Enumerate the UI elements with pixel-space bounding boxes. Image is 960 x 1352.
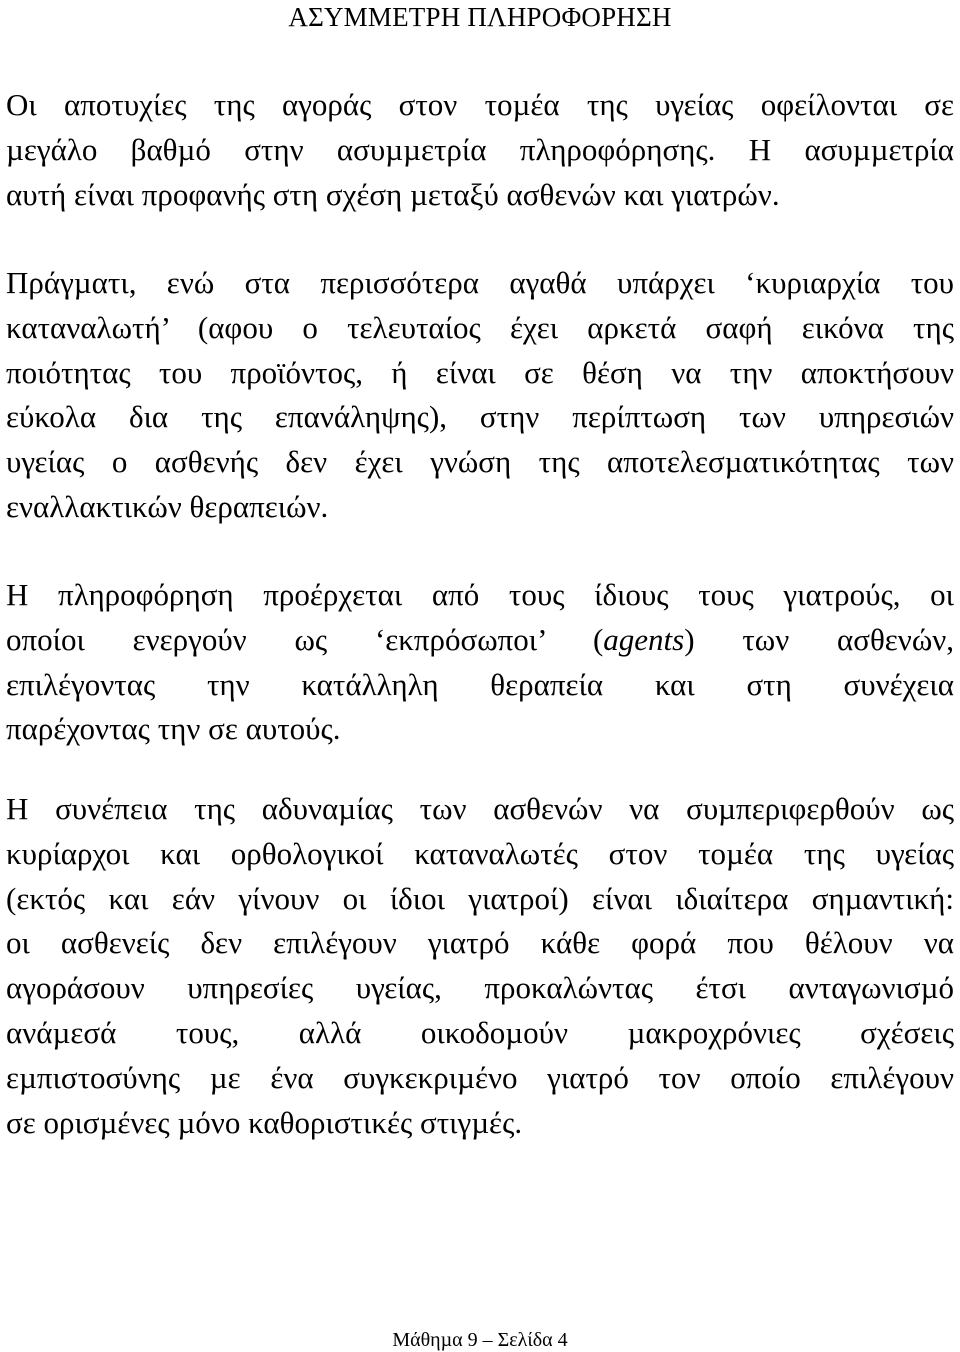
paragraph-line: Οι αποτυχίες της αγοράς στον τοµέα της υγείας οφείλονται σε: [6, 87, 954, 122]
paragraph-line: Η πληροφόρηση προέρχεται από τους ίδιους τους γιατρούς, οι: [6, 577, 954, 612]
paragraph-line: ανάµεσά τους, αλλά οικοδοµούν µακροχρόνιες σχέσεις: [6, 1014, 954, 1050]
paragraph-4: [6, 787, 954, 1145]
page-footer: Μάθηµα 9 – Σελίδα 4: [392, 1329, 568, 1351]
paragraph-line: επιλέγοντας την κατάλληλη θεραπεία και στη συνέχεια: [6, 666, 954, 702]
paragraph-line: εµπιστοσύνης µε ένα συγκεκριµένο γιατρό τον οποίο επιλέγουν: [6, 1059, 954, 1095]
paragraph-line: σε ορισµένες µόνο καθοριστικές στιγµές.: [6, 1104, 523, 1140]
paragraph-line: παρέχοντας την σε αυτούς.: [6, 711, 341, 747]
paragraph-line: ποιότητας του προϊόντος, ή είναι σε θέση να την αποκτήσουν: [6, 354, 954, 390]
paragraph-line: αυτή είναι προφανής στη σχέση µεταξύ ασθενών και γιατρών.: [6, 176, 780, 212]
paragraph-line: (εκτός και εάν γίνουν οι ίδιοι γιατροί) είναι ιδιαίτερα σηµαντική:: [6, 880, 954, 916]
paragraph-line: υγείας ο ασθενής δεν έχει γνώση της αποτελεσµατικότητας των: [6, 444, 954, 480]
agents-term: agents: [603, 621, 685, 657]
paragraph-line: καταναλωτή’ (αφου ο τελευταίος έχει αρκετά σαφή εικόνα της: [6, 309, 954, 345]
paragraph-line: Η συνέπεια της αδυναµίας των ασθενών να συµπεριφερθούν ως: [6, 791, 954, 826]
paragraph-line: µεγάλο βαθµό στην ασυµµετρία πληροφόρησης. Η ασυµµετρία: [6, 131, 954, 167]
line-text: οποίοι ενεργούν ως ‘εκπρόσωποι’ (: [6, 621, 604, 657]
paragraph-line: κυρίαρχοι και ορθολογικοί καταναλωτές στον τοµέα της υγείας: [6, 835, 954, 871]
paragraph-line: εύκολα δια της επανάληψης), στην περίπτωση των υπηρεσιών: [6, 399, 954, 435]
paragraph-line: οι ασθενείς δεν επιλέγουν γιατρό κάθε φορά που θέλουν να: [6, 925, 954, 961]
paragraph-1: [6, 83, 954, 217]
paragraph-2: [6, 261, 954, 530]
page-title: ΑΣΥΜΜΕΤΡΗ ΠΛΗΡΟΦΟΡΗΣΗ: [288, 2, 672, 32]
paragraph-3: [6, 573, 954, 752]
paragraph-line: Πράγµατι, ενώ στα περισσότερα αγαθά υπάρχει ‘κυριαρχία του: [6, 265, 954, 300]
line-text: ) των ασθενών,: [684, 621, 954, 657]
paragraph-line: αγοράσουν υπηρεσίες υγείας, προκαλώντας έτσι ανταγωνισµό: [6, 970, 954, 1006]
paragraph-line: [6, 618, 954, 663]
paragraph-line: εναλλακτικών θεραπειών.: [6, 488, 329, 524]
